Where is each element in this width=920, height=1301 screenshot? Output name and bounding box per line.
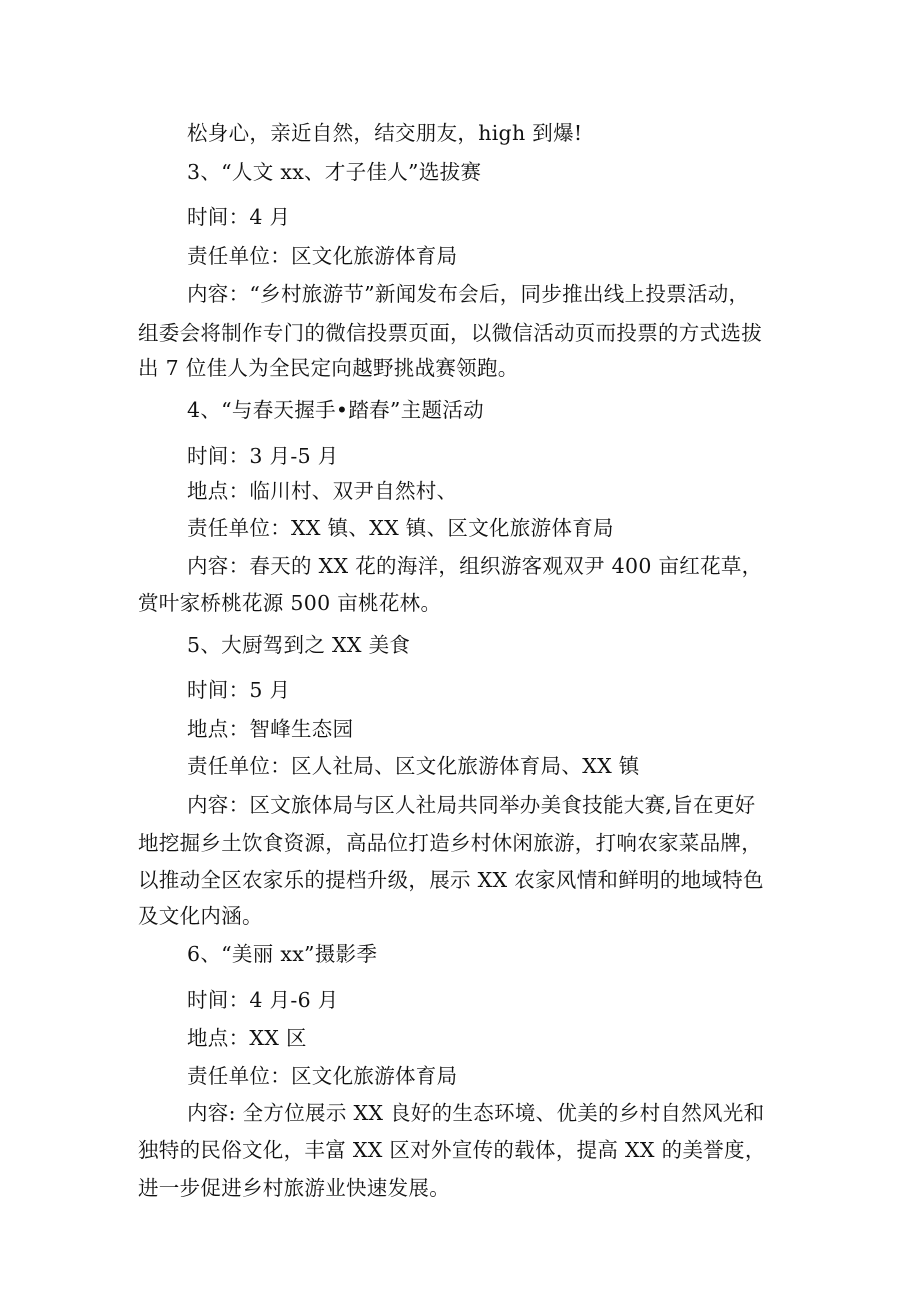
content-line: 内容：区文旅体局与区人社局共同举办美食技能大赛,旨在更好 [187, 793, 756, 817]
content-line: 及文化内涵。 [138, 904, 263, 928]
location-line: 地点：智峰生态园 [187, 717, 354, 741]
content-line: 地挖掘乡土饮食资源，高品位打造乡村休闲旅游，打响农家菜品牌， [138, 831, 762, 855]
section-heading: 6、“美丽 xx”摄影季 [187, 942, 378, 966]
section-heading: 4、“与春天握手•踏春”主题活动 [187, 398, 484, 422]
responsible-unit-line: 责任单位：区文化旅游体育局 [187, 1064, 458, 1088]
section-heading: 5、大厨驾到之 XX 美食 [187, 633, 411, 657]
content-line: 内容：“乡村旅游节”新闻发布会后，同步推出线上投票活动， [187, 282, 750, 306]
content-line: 内容：春天的 XX 花的海洋，组织游客观双尹 400 亩红花草， [187, 554, 763, 578]
location-line: 地点：XX 区 [187, 1026, 307, 1050]
content-line: 内容: 全方位展示 XX 良好的生态环境、优美的乡村自然风光和 [187, 1101, 765, 1125]
paragraph-continuation: 松身心，亲近自然，结交朋友，high 到爆! [187, 121, 583, 145]
time-line: 时间：4 月 [187, 205, 291, 229]
section-heading: 3、“人文 xx、才子佳人”选拔赛 [187, 160, 482, 184]
responsible-unit-line: 责任单位：XX 镇、XX 镇、区文化旅游体育局 [187, 516, 614, 540]
content-line: 赏叶家桥桃花源 500 亩桃花林。 [138, 591, 442, 615]
location-line: 地点：临川村、双尹自然村、 [187, 479, 458, 503]
time-line: 时间：3 月-5 月 [187, 444, 339, 468]
content-line: 进一步促进乡村旅游业快速发展。 [138, 1176, 450, 1200]
content-line: 以推动全区农家乐的提档升级，展示 XX 农家风情和鲜明的地域特色 [138, 868, 764, 892]
time-line: 时间：4 月-6 月 [187, 988, 339, 1012]
content-line: 独特的民俗文化，丰富 XX 区对外宣传的载体，提高 XX 的美誉度， [138, 1138, 766, 1162]
content-line: 出 7 位佳人为全民定向越野挑战赛领跑。 [138, 356, 519, 380]
responsible-unit-line: 责任单位：区文化旅游体育局 [187, 244, 458, 268]
time-line: 时间：5 月 [187, 678, 291, 702]
responsible-unit-line: 责任单位：区人社局、区文化旅游体育局、XX 镇 [187, 754, 640, 778]
content-line: 组委会将制作专门的微信投票页面，以微信活动页而投票的方式选拔 [138, 321, 762, 345]
